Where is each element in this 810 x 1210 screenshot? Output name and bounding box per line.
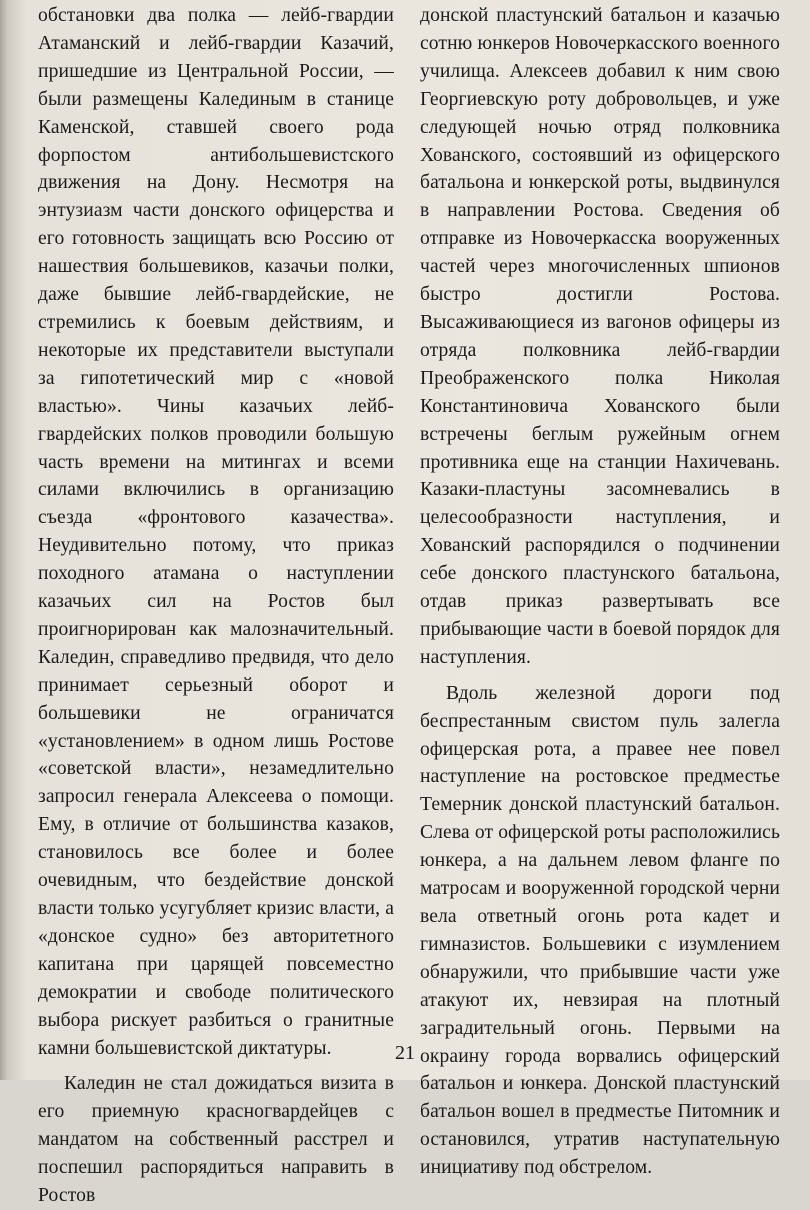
right-paragraph-1: донской пластунский батальон и казачью сотню юнкеров Новочеркасского военного училища. Алексеев добавил к ним свою Георгиевскую роту добровольцев, и уже следующей ночью отряд полковника Хованского, состоявший из офицерского батальона и юнкерской роты, выдвинулся в направлении Ростова. Сведения об отправке из Новочеркасска вооруженных частей через многочисленных шпионов быстро достигли Ростова. Высаживающиеся из вагонов офицеры из отряда полковника лейб-гвардии Преображенского полка Николая Константиновича Хованского были встречены беглым ружейным огнем противника еще на станции Нахичевань. Казаки-пластуны засомневались в целесообразности наступления, и Хованский распорядился о подчинении себе донского пластунского батальона, отдав приказ развертывать все прибывающие части в боевой порядок для наступления. [420,5,780,668]
left-column [38,2,394,1210]
left-paragraph-2: Каледин не стал дожидаться визита в его приемную красногвардейцев с мандатом на собственный расстрел и поспешил распорядиться направить в Ростов [38,1073,394,1207]
left-paragraph-1: обстановки два полка — лейб-гвардии Атаманский и лейб-гвардии Казачий, пришедшие из Центральной России, — были размещены Калединым в станице Каменской, ставшей своего рода форпостом антибольшевистского движения на Дону. Несмотря на энтузиазм части донского офицерства и его готовность защищать всю Россию от нашествия большевиков, казачьи полки, даже бывшие лейб-гвардейские, не стремились к боевым действиям, и некоторые их представители выступали за гипотетический мир с «новой властью». Чины казачьих лейб-гвардейских полков проводили большую часть времени на митингах и всеми силами включились в организацию съезда «фронтового казачества». Неудивительно потому, что приказ походного атамана о наступлении казачьих сил на Ростов был проигнорирован как малозначительный. Каледин, справедливо предвидя, что дело принимает серьезный оборот и большевики не ограничатся «установлением» в одном лишь Ростове «советской власти», незамедлительно запросил генерала Алексеева о помощи. Ему, в отличие от большинства казаков, становилось все более и более очевидным, что бездействие донской власти только усугубляет кризис власти, а «донское судно» без авторитетного капитана при царящей повсеместно демократии и свободе политического выбора рискует разбиться о гранитные камни большевистской диктатуры. [38,5,394,1059]
page-number: 21 [395,1042,415,1064]
right-paragraph-2: Вдоль железной дороги под беспрестанным свистом пуль залегла офицерская рота, а правее нее повел наступление на ростовское предместье Темерник донской пластунский батальон. Слева от офицерской роты расположились юнкера, а на дальнем левом фланге по матросам и вооруженной городской черни вела ответный огонь рота кадет и гимназистов. Большевики с изумлением обнаружили, что прибывшие части уже атакуют их, невзирая на плотный заградительный огонь. Первыми на окраину города ворвались офицерский батальон и юнкера. Донской пластунский батальон вошел в предместье Питомник и остановился, утратив наступательную инициативу под обстрелом. [420,682,780,1179]
right-column [420,2,780,1182]
